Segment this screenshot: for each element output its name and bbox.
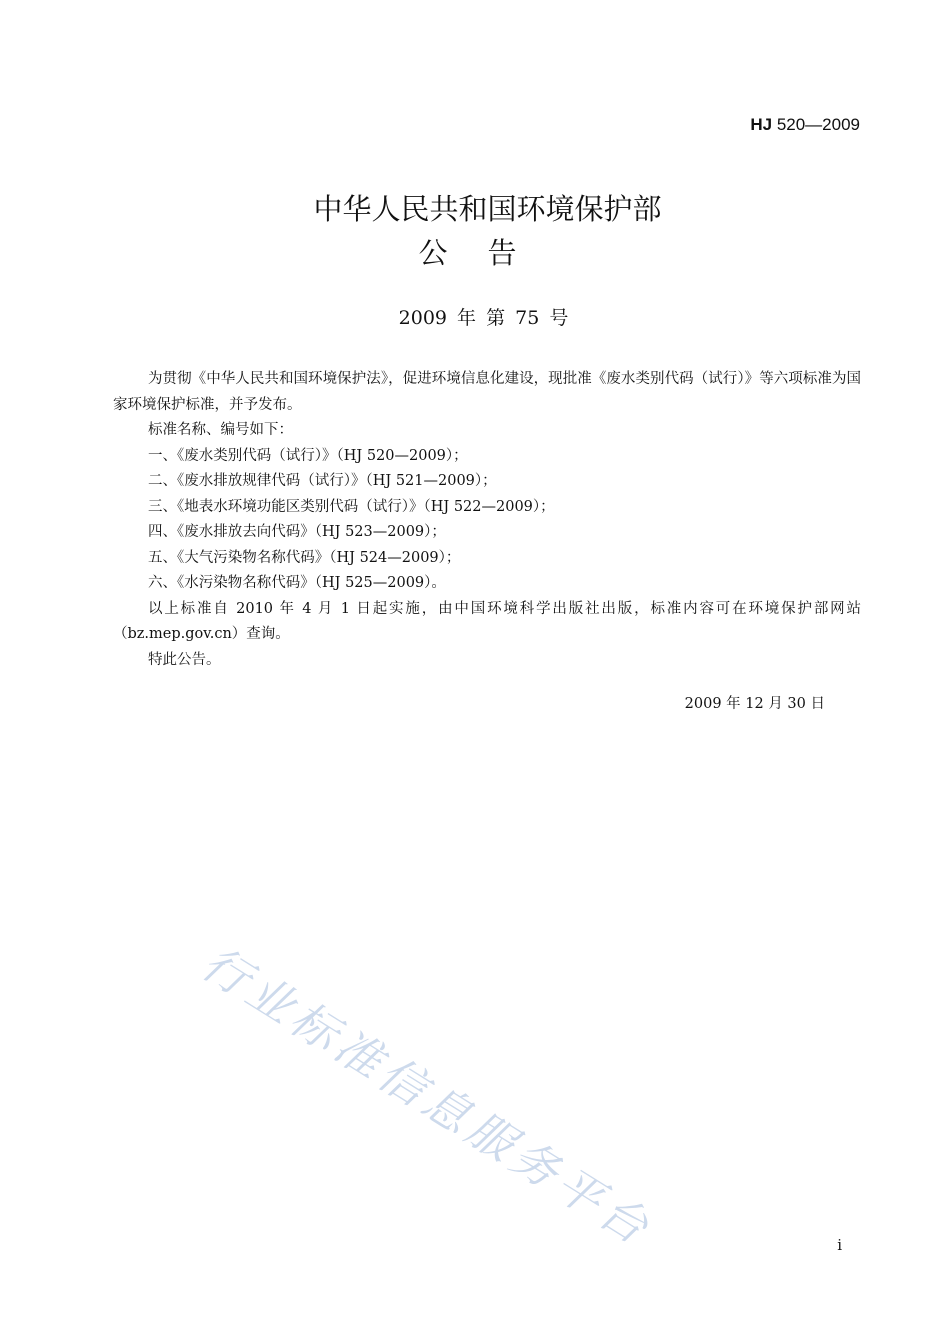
paragraph-intro: 为贯彻《中华人民共和国环境保护法》，促进环境信息化建设，现批准《废水类别代码（试行）》等六项标准为国家环境保护标准，并予发布。 bbox=[113, 371, 861, 413]
list-item: 六、《水污染物名称代码》（HJ 525—2009）。 bbox=[148, 575, 446, 591]
announcement-date: 2009 年 12 月 30 日 bbox=[684, 696, 825, 712]
standard-prefix: HJ bbox=[750, 115, 773, 134]
list-item: 一、《废水类别代码（试行）》（HJ 520—2009）； bbox=[148, 447, 468, 464]
announcement-title: 公告 bbox=[418, 236, 557, 270]
list-item: 二、《废水排放规律代码（试行）》（HJ 521—2009）； bbox=[148, 473, 497, 489]
announcement-body bbox=[113, 367, 861, 673]
list-item: 三、《地表水环境功能区类别代码（试行）》（HJ 522—2009）； bbox=[148, 498, 555, 515]
list-item: 四、《废水排放去向代码》（HJ 523—2009）； bbox=[148, 524, 446, 540]
standard-code: 520—2009 bbox=[776, 115, 860, 134]
watermark: 行业标准信息服务平台 bbox=[192, 935, 663, 1257]
document-number: 2009 年 第 75 号 bbox=[398, 307, 569, 329]
paragraph-list-heading: 标准名称、编号如下： bbox=[148, 422, 293, 438]
page-number: i bbox=[837, 1236, 842, 1254]
standard-number bbox=[750, 115, 860, 135]
list-item: 五、《大气污染物名称代码》（HJ 524—2009）； bbox=[148, 549, 461, 566]
ministry-title: 中华人民共和国环境保护部 bbox=[313, 192, 662, 226]
paragraph-closing: 特此公告。 bbox=[148, 651, 221, 668]
paragraph-implementation: 以上标准自 2010 年 4 月 1 日起实施，由中国环境科学出版社出版，标准内容可在环境保护部网站（bz.mep.gov.cn）查询。 bbox=[113, 600, 861, 642]
